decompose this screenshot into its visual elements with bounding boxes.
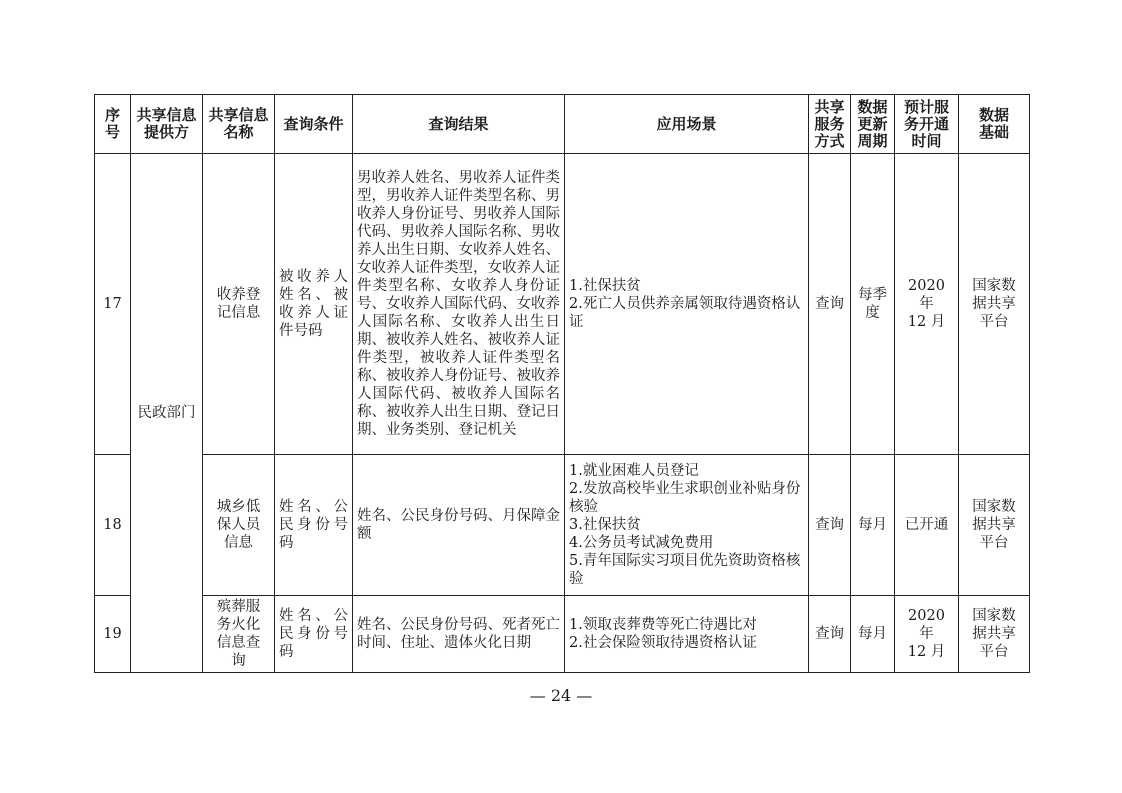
header-query-result: 查询结果 [353, 95, 565, 154]
header-scenario: 应用场景 [565, 95, 809, 154]
row-scenario: 1.领取丧葬费等死亡待遇比对 2.社会保险领取待遇资格认证 [565, 596, 809, 673]
header-provider: 共享信息 提供方 [131, 95, 203, 154]
header-row [95, 95, 1030, 154]
row-open-time: 2020 年 12 月 [895, 596, 959, 673]
data-sharing-table [94, 94, 1030, 673]
provider-cell: 民政部门 [131, 154, 203, 673]
row-query-result: 姓名、公民身份号码、月保障金额 [353, 455, 565, 596]
row-scenario: 1.社保扶贫 2.死亡人员供养亲属领取待遇资格认证 [565, 154, 809, 455]
row-data-base: 国家数 据共享 平台 [959, 154, 1030, 455]
header-name: 共享信息 名称 [203, 95, 275, 154]
row-name: 城乡低 保人员 信息 [203, 455, 275, 596]
row-update-cycle: 每季 度 [851, 154, 895, 455]
row-seq: 17 [95, 154, 131, 455]
row-service-mode: 查询 [809, 596, 851, 673]
row-update-cycle: 每月 [851, 455, 895, 596]
header-query-condition: 查询条件 [275, 95, 353, 154]
header-open-time: 预计服 务开通 时间 [895, 95, 959, 154]
header-data-base: 数据 基础 [959, 95, 1030, 154]
header-service-mode: 共享 服务 方式 [809, 95, 851, 154]
table-row [95, 455, 1030, 596]
row-data-base: 国家数 据共享 平台 [959, 596, 1030, 673]
row-query-condition: 姓名、公民身份号码 [275, 596, 353, 673]
row-seq: 18 [95, 455, 131, 596]
row-update-cycle: 每月 [851, 596, 895, 673]
table-row [95, 596, 1030, 673]
row-open-time: 已开通 [895, 455, 959, 596]
header-seq: 序 号 [95, 95, 131, 154]
row-seq: 19 [95, 596, 131, 673]
row-name: 收养登 记信息 [203, 154, 275, 455]
row-service-mode: 查询 [809, 455, 851, 596]
page-number: — 24 — [529, 686, 593, 705]
table-row [95, 154, 1030, 455]
row-name: 殡葬服 务火化 信息查 询 [203, 596, 275, 673]
row-query-condition: 被收养人姓名、被收养人证件号码 [275, 154, 353, 455]
row-open-time: 2020 年 12 月 [895, 154, 959, 455]
row-query-result: 男收养人姓名、男收养人证件类型，男收养人证件类型名称、男收养人身份证号、男收养人国际代码、男收养人国际名称、男收养人出生日期、女收养人姓名、女收养人证件类型，女收养人证件类型名称、女收养人身份证号、女收养人国际代码、女收养人国际名称、女收养人出生日期、被收养人姓名、被收养人证件类型，被收养人证件类型名称、被收养人身份证号、被收养人国际代码、被收养人国际名称、被收养人出生日期、登记日期、业务类别、登记机关 [353, 154, 565, 455]
row-query-result: 姓名、公民身份号码、死者死亡时间、住址、遗体火化日期 [353, 596, 565, 673]
row-query-condition: 姓名、公民身份号码 [275, 455, 353, 596]
row-data-base: 国家数 据共享 平台 [959, 455, 1030, 596]
row-scenario: 1.就业困难人员登记 2.发放高校毕业生求职创业补贴身份核验 3.社保扶贫 4.公务员考试减免费用 5.青年国际实习项目优先资助资格核验 [565, 455, 809, 596]
header-update-cycle: 数据 更新 周期 [851, 95, 895, 154]
row-service-mode: 查询 [809, 154, 851, 455]
